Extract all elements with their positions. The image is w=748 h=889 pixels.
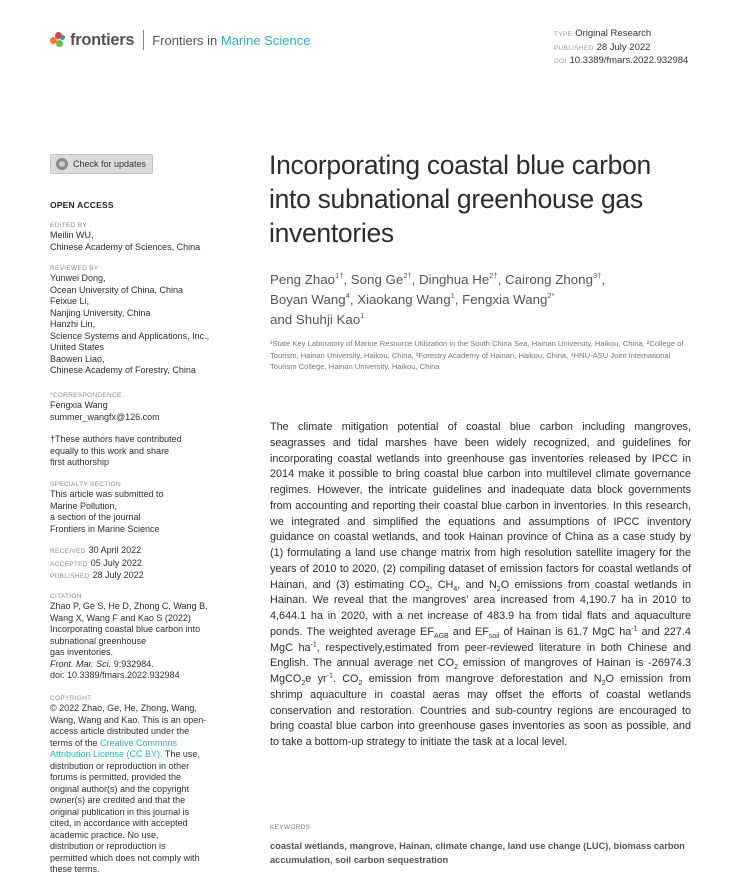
keywords: coastal wetlands, mangrove, Hainan, climate change, land use change (LUC), biomass carbon accumulation, soil carbon sequestration xyxy=(270,841,685,865)
check-updates-button[interactable]: Check for updates xyxy=(50,154,153,174)
author[interactable]: Boyan Wang$^4$ xyxy=(270,291,350,307)
author[interactable]: Shuhji Kao$^1$ xyxy=(295,311,365,327)
correspondence-email[interactable]: summer_wangfx@126.com xyxy=(50,411,160,422)
edited-by-section: EDITED BY Meilin WU, Chinese Academy of Sciences, China xyxy=(50,222,201,252)
equal-contribution-note: †These authors have contributed equally to this work and share first authorship xyxy=(50,434,182,467)
publisher-logo[interactable] xyxy=(50,30,310,50)
abstract: The climate mitigation potential of coastal blue carbon including mangroves, seagrasses and tidal marshes have been widely recognized, and guidelines for incorporating coastal wetlands into greenhouse gas inventories released by IPCC in 2014 make it possible to bring coastal blue carbon into multilevel climate governance regimes. However, the intricate guidelines and inadequate data block governments from accounting and reporting their coastal blue carbon in inventories. In this research, we integrated and simplified the equations and assumptions of IPCC inventory guidance on coastal wetlands, and took Hainan province of China as a case study by (1) formulating a land use change matrix from high resolution satellite imagery for the years of 2010 to 2020, (2) compiling dataset of emission factors for coastal wetlands of Hainan, and (3) estimating $CO_2$, $CH_4$, and $N_2O$ emissions from coastal wetlands in Hainan. We reveal that the mangroves’ area increased from 4,190.7 ha in 2010 to 4,644.1 ha in 2020, with a net increase of 483.9 ha from tidal flats and aquaculture ponds. The weighted average $EF_{AGB}$ and $EF_{soil}$ of Hainan is 61.7 MgC $ha^{-1}$ and 227.4 MgC $ha^{-1}$, respectively,estimated from peer-reviewed literature in both Chinese and English. The annual average net $CO_2$ emission of mangroves of Hainan is -26974.3 MgCO$_2$e $yr^{-1}$. $CO_2$ emission from mangrove deforestation and $N_2O$ emission from shrimp aquaculture in coastal aeras may offset the efforts of coastal wetlands conservation and restoration. Countries and sub-country regions are encouraged to bring coastal blue carbon into greenhouse gases inventories as soon as possible, and to take a bottom-up strategy to initiate the task at a local level. xyxy=(270,421,692,748)
publisher-name: frontiers xyxy=(70,30,135,49)
journal-name: Frontiers in Marine Science xyxy=(152,32,311,48)
open-access-label: OPEN ACCESS xyxy=(50,200,114,210)
license-link-cont[interactable]: Attribution License (CC BY). xyxy=(50,749,163,759)
copyright-section: COPYRIGHT © 2022 Zhao, Ge, He, Zhong, Wang, Wang, Wang and Kao. This is an open- access article distributed under the terms of the Creative Commons Attribution License (CC BY). The use, distribution or reproduction in other forums is permitted, provided the original author(s) and the copyright owner(s) are credited and that the original publication in this journal is cited, in accordance with accepted academic practice. No use, distribution or reproduction is permitted which does not comply with these terms. xyxy=(50,695,207,874)
license-link[interactable]: Creative Commons xyxy=(100,737,178,748)
frontiers-logo-icon xyxy=(50,32,66,48)
author[interactable]: Peng Zhao$^{1\dagger}$ xyxy=(270,271,344,287)
logo-divider xyxy=(143,30,144,50)
keywords-label: KEYWORDS xyxy=(270,824,311,831)
publish-date: 28 July 2022 xyxy=(596,41,651,53)
author[interactable]: Fengxia Wang$^{2*}$ xyxy=(462,291,555,307)
article-meta: TYPE Original Research PUBLISHED 28 July 2022 DOI 10.3389/fmars.2022.932984 xyxy=(554,28,689,66)
affiliations: ¹State Key Laboratory of Marine Resource Utilization in the South China Sea, Hainan University, Haikou, China, ²College of Tourism, Hainan University, Haikou, China, ³Forestry Academy of Hainan, Haikou, China, ⁴HNU-ASU Joint International Tourism College, Hainan University, Haikou, China xyxy=(270,339,684,371)
article-type: Original Research xyxy=(575,28,652,39)
dates-section: RECEIVED 30 April 2022 ACCEPTED 05 July 2022 PUBLISHED 28 July 2022 xyxy=(50,545,144,580)
citation-section: CITATION Zhao P, Ge S, He D, Zhong C, Wang B, Wang X, Wang F and Kao S (2022) Incorporating coastal blue carbon into subnational greenhouse gas inventories. Front. Mar. Sci. 9:932984. doi: 10.3389/fmars.2022.932984 xyxy=(50,592,235,682)
author[interactable]: Xiaokang Wang$^1$ xyxy=(357,291,455,307)
correspondence-section: *CORRESPONDENCE Fengxia Wang summer_wangfx@126.com xyxy=(50,391,235,423)
specialty-section: SPECIALTY SECTION This article was submitted to Marine Pollution, a section of the journal Frontiers in Marine Science xyxy=(50,481,164,534)
author[interactable]: Dinghua $He^{2\dagger}$ xyxy=(419,271,498,287)
author-list: Peng Zhao$^{1\dagger}$, Song $Ge^{2\dagger}$, Dinghua $He^{2\dagger}$, Cairong Zhong$^{3\dagger}$, Boyan Wang$^4$, Xiaokang Wang$^1$, Fengxia Wang$^{2*}$ and Shuhji Kao$^1$ xyxy=(270,271,606,327)
article-title: Incorporating coastal blue carbon into subnational greenhouse gas inventories xyxy=(269,150,651,248)
citation-doi[interactable]: doi: 10.3389/fmars.2022.932984 xyxy=(50,670,180,680)
doi-link[interactable]: 10.3389/fmars.2022.932984 xyxy=(569,55,689,66)
author[interactable]: Song $Ge^{2\dagger}$ xyxy=(350,271,412,287)
author[interactable]: Cairong Zhong$^{3\dagger}$ xyxy=(505,271,602,287)
reviewed-by-section: REVIEWED BY Yunwei Dong, Ocean University of China, China Feixue Li, Nanjing University, China Hanzhi Lin, Science Systems and Applications, Inc., United States Baowen Liao, Chinese Academy of Forestry, China xyxy=(50,265,210,375)
check-updates-icon xyxy=(56,158,68,170)
